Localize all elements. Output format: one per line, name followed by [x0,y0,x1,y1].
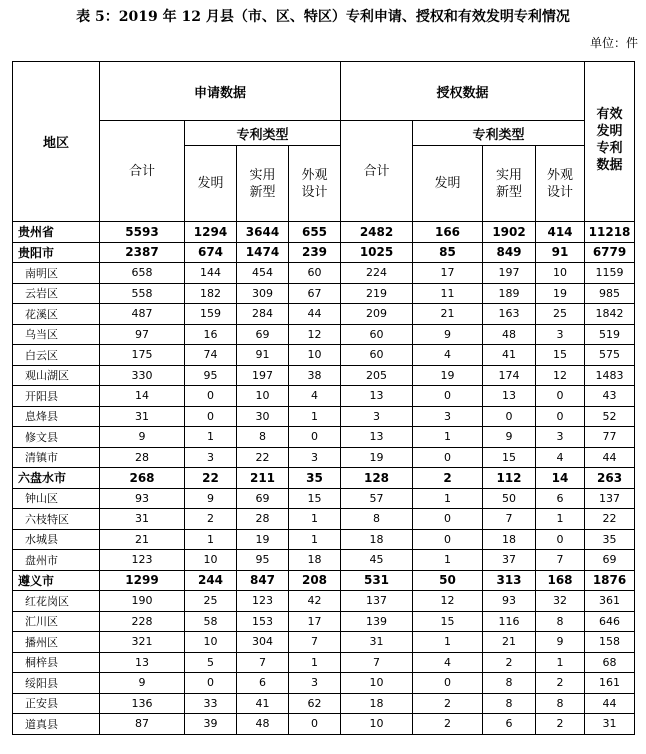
value-cell: 14 [100,386,185,407]
region-name-cell: 盘州市 [13,550,100,571]
value-cell: 8 [536,611,585,632]
value-cell: 31 [585,714,635,735]
value-cell: 1 [413,488,483,509]
value-cell: 12 [536,365,585,386]
value-cell: 224 [341,263,413,284]
value-cell: 558 [100,283,185,304]
value-cell: 21 [413,304,483,325]
header-grant-design-label: 外观设计 [547,167,574,200]
value-cell: 62 [289,693,341,714]
value-cell: 43 [585,386,635,407]
value-cell: 0 [185,673,237,694]
value-cell: 91 [536,242,585,263]
value-cell: 1294 [185,222,237,243]
value-cell: 4 [289,386,341,407]
table-row [13,714,635,735]
value-cell: 69 [237,488,289,509]
value-cell: 168 [536,570,585,591]
value-cell: 11 [413,283,483,304]
value-cell: 97 [100,324,185,345]
value-cell: 6779 [585,242,635,263]
value-cell: 228 [100,611,185,632]
region-name-cell: 正安县 [13,693,100,714]
value-cell: 7 [483,509,536,530]
region-name-cell: 红花岗区 [13,591,100,612]
table-row [13,345,635,366]
header-app-design [289,146,341,222]
value-cell: 12 [413,591,483,612]
header-grant-invention: 发明 [413,146,483,222]
region-name-cell: 修文县 [13,427,100,448]
value-cell: 19 [536,283,585,304]
value-cell: 361 [585,591,635,612]
value-cell: 2 [413,714,483,735]
table-row [13,611,635,632]
value-cell: 2482 [341,222,413,243]
value-cell: 74 [185,345,237,366]
value-cell: 44 [585,447,635,468]
value-cell: 646 [585,611,635,632]
value-cell: 128 [341,468,413,489]
table-row [13,652,635,673]
region-name-cell: 贵州省 [13,222,100,243]
value-cell: 219 [341,283,413,304]
value-cell: 8 [536,693,585,714]
value-cell: 67 [289,283,341,304]
value-cell: 0 [289,427,341,448]
value-cell: 575 [585,345,635,366]
table-row [13,263,635,284]
value-cell: 211 [237,468,289,489]
region-name-cell: 播州区 [13,632,100,653]
value-cell: 190 [100,591,185,612]
value-cell: 7 [289,632,341,653]
value-cell: 7 [237,652,289,673]
value-cell: 45 [341,550,413,571]
value-cell: 44 [289,304,341,325]
value-cell: 175 [100,345,185,366]
header-app-design-label: 外观设计 [301,167,328,200]
region-name-cell: 汇川区 [13,611,100,632]
value-cell: 0 [536,406,585,427]
value-cell: 21 [100,529,185,550]
table-row-region-total [13,570,635,591]
table-row [13,693,635,714]
value-cell: 1 [536,509,585,530]
value-cell: 208 [289,570,341,591]
value-cell: 60 [341,324,413,345]
value-cell: 2387 [100,242,185,263]
value-cell: 25 [536,304,585,325]
value-cell: 139 [341,611,413,632]
value-cell: 123 [100,550,185,571]
value-cell: 0 [536,529,585,550]
region-name-cell: 清镇市 [13,447,100,468]
header-app-invention: 发明 [185,146,237,222]
value-cell: 13 [483,386,536,407]
table-row [13,550,635,571]
value-cell: 136 [100,693,185,714]
value-cell: 2 [413,468,483,489]
value-cell: 21 [483,632,536,653]
value-cell: 31 [100,406,185,427]
value-cell: 4 [536,447,585,468]
value-cell: 4 [413,652,483,673]
region-name-cell: 开阳县 [13,386,100,407]
value-cell: 163 [483,304,536,325]
value-cell: 1 [289,652,341,673]
value-cell: 205 [341,365,413,386]
value-cell: 0 [413,447,483,468]
value-cell: 18 [289,550,341,571]
value-cell: 14 [536,468,585,489]
value-cell: 8 [341,509,413,530]
table-row [13,386,635,407]
value-cell: 42 [289,591,341,612]
value-cell: 304 [237,632,289,653]
value-cell: 91 [237,345,289,366]
region-name-cell: 钟山区 [13,488,100,509]
value-cell: 674 [185,242,237,263]
value-cell: 1 [289,509,341,530]
value-cell: 15 [483,447,536,468]
value-cell: 50 [483,488,536,509]
value-cell: 68 [585,652,635,673]
value-cell: 9 [100,427,185,448]
table-row [13,447,635,468]
header-valid-invention-label: 有效发明专利数据 [596,107,623,173]
value-cell: 268 [100,468,185,489]
value-cell: 1483 [585,365,635,386]
value-cell: 8 [483,693,536,714]
region-name-cell: 花溪区 [13,304,100,325]
value-cell: 95 [237,550,289,571]
unit-label: 单位：件 [589,36,638,50]
table-row [13,632,635,653]
value-cell: 313 [483,570,536,591]
value-cell: 0 [536,386,585,407]
value-cell: 2 [483,652,536,673]
header-app-patent-type: 专利类型 [185,121,341,146]
table-row [13,509,635,530]
value-cell: 9 [185,488,237,509]
value-cell: 17 [413,263,483,284]
value-cell: 3644 [237,222,289,243]
value-cell: 28 [100,447,185,468]
region-name-cell: 云岩区 [13,283,100,304]
header-app-total: 合计 [100,121,185,222]
value-cell: 95 [185,365,237,386]
value-cell: 1 [289,529,341,550]
value-cell: 244 [185,570,237,591]
value-cell: 58 [185,611,237,632]
value-cell: 0 [185,386,237,407]
value-cell: 531 [341,570,413,591]
value-cell: 10 [536,263,585,284]
value-cell: 112 [483,468,536,489]
value-cell: 309 [237,283,289,304]
value-cell: 1 [413,427,483,448]
value-cell: 284 [237,304,289,325]
value-cell: 174 [483,365,536,386]
value-cell: 3 [536,324,585,345]
region-name-cell: 南明区 [13,263,100,284]
value-cell: 93 [483,591,536,612]
value-cell: 17 [289,611,341,632]
value-cell: 19 [237,529,289,550]
region-name-cell: 白云区 [13,345,100,366]
header-app-utility-label: 实用新型 [249,167,276,200]
value-cell: 18 [483,529,536,550]
header-region: 地区 [13,62,100,222]
value-cell: 9 [100,673,185,694]
value-cell: 28 [237,509,289,530]
value-cell: 1299 [100,570,185,591]
value-cell: 159 [185,304,237,325]
value-cell: 414 [536,222,585,243]
value-cell: 22 [185,468,237,489]
value-cell: 52 [585,406,635,427]
value-cell: 1025 [341,242,413,263]
value-cell: 1 [413,550,483,571]
value-cell: 10 [341,673,413,694]
region-name-cell: 乌当区 [13,324,100,345]
table-row [13,365,635,386]
value-cell: 116 [483,611,536,632]
value-cell: 847 [237,570,289,591]
region-name-cell: 息烽县 [13,406,100,427]
value-cell: 1 [185,427,237,448]
value-cell: 849 [483,242,536,263]
value-cell: 69 [585,550,635,571]
value-cell: 39 [185,714,237,735]
value-cell: 4 [413,345,483,366]
value-cell: 11218 [585,222,635,243]
value-cell: 15 [536,345,585,366]
value-cell: 10 [341,714,413,735]
value-cell: 15 [289,488,341,509]
value-cell: 19 [341,447,413,468]
region-name-cell: 贵阳市 [13,242,100,263]
value-cell: 3 [536,427,585,448]
table-row [13,304,635,325]
value-cell: 487 [100,304,185,325]
value-cell: 321 [100,632,185,653]
value-cell: 0 [413,509,483,530]
value-cell: 48 [483,324,536,345]
header-grant-utility [483,146,536,222]
value-cell: 197 [237,365,289,386]
value-cell: 3 [289,673,341,694]
value-cell: 1902 [483,222,536,243]
value-cell: 8 [237,427,289,448]
value-cell: 123 [237,591,289,612]
header-grant-data: 授权数据 [341,62,585,121]
table-row [13,324,635,345]
table-body [13,222,635,735]
value-cell: 1474 [237,242,289,263]
value-cell: 60 [289,263,341,284]
value-cell: 48 [237,714,289,735]
value-cell: 22 [585,509,635,530]
value-cell: 93 [100,488,185,509]
value-cell: 209 [341,304,413,325]
table-row [13,427,635,448]
value-cell: 3 [289,447,341,468]
header-valid-invention [585,62,635,222]
header-application-data: 申请数据 [100,62,341,121]
value-cell: 18 [341,529,413,550]
value-cell: 50 [413,570,483,591]
region-name-cell: 绥阳县 [13,673,100,694]
table-row-region-total [13,222,635,243]
value-cell: 10 [289,345,341,366]
table-row-region-total [13,468,635,489]
value-cell: 0 [483,406,536,427]
value-cell: 16 [185,324,237,345]
value-cell: 658 [100,263,185,284]
table-header [13,62,635,222]
value-cell: 0 [289,714,341,735]
region-name-cell: 遵义市 [13,570,100,591]
table-row-region-total [13,242,635,263]
value-cell: 263 [585,468,635,489]
value-cell: 161 [585,673,635,694]
value-cell: 985 [585,283,635,304]
table-row [13,673,635,694]
value-cell: 7 [341,652,413,673]
value-cell: 1159 [585,263,635,284]
value-cell: 10 [185,632,237,653]
value-cell: 1 [536,652,585,673]
value-cell: 37 [483,550,536,571]
value-cell: 10 [185,550,237,571]
value-cell: 38 [289,365,341,386]
value-cell: 2 [185,509,237,530]
value-cell: 30 [237,406,289,427]
value-cell: 85 [413,242,483,263]
value-cell: 31 [100,509,185,530]
value-cell: 12 [289,324,341,345]
value-cell: 2 [536,673,585,694]
value-cell: 6 [483,714,536,735]
value-cell: 33 [185,693,237,714]
value-cell: 137 [585,488,635,509]
value-cell: 153 [237,611,289,632]
value-cell: 182 [185,283,237,304]
value-cell: 10 [237,386,289,407]
value-cell: 1842 [585,304,635,325]
value-cell: 239 [289,242,341,263]
value-cell: 60 [341,345,413,366]
value-cell: 655 [289,222,341,243]
table-title: 表 5：2019 年 12 月县（市、区、特区）专利申请、授权和有效发明专利情况 [76,9,570,25]
value-cell: 197 [483,263,536,284]
value-cell: 0 [413,529,483,550]
table-row [13,529,635,550]
value-cell: 87 [100,714,185,735]
header-app-utility [237,146,289,222]
value-cell: 6 [536,488,585,509]
value-cell: 189 [483,283,536,304]
value-cell: 3 [413,406,483,427]
header-grant-design [536,146,585,222]
value-cell: 519 [585,324,635,345]
value-cell: 1876 [585,570,635,591]
value-cell: 9 [413,324,483,345]
region-name-cell: 观山湖区 [13,365,100,386]
value-cell: 0 [413,673,483,694]
value-cell: 57 [341,488,413,509]
value-cell: 22 [237,447,289,468]
value-cell: 15 [413,611,483,632]
region-name-cell: 六盘水市 [13,468,100,489]
value-cell: 330 [100,365,185,386]
table-row [13,283,635,304]
value-cell: 0 [185,406,237,427]
value-cell: 2 [536,714,585,735]
region-name-cell: 道真县 [13,714,100,735]
value-cell: 35 [289,468,341,489]
value-cell: 3 [341,406,413,427]
value-cell: 454 [237,263,289,284]
value-cell: 3 [185,447,237,468]
value-cell: 41 [483,345,536,366]
value-cell: 18 [341,693,413,714]
value-cell: 1 [413,632,483,653]
header-grant-total: 合计 [341,121,413,222]
value-cell: 9 [536,632,585,653]
value-cell: 5593 [100,222,185,243]
value-cell: 13 [100,652,185,673]
value-cell: 1 [289,406,341,427]
value-cell: 158 [585,632,635,653]
value-cell: 13 [341,427,413,448]
table-row [13,591,635,612]
value-cell: 69 [237,324,289,345]
value-cell: 25 [185,591,237,612]
value-cell: 44 [585,693,635,714]
value-cell: 7 [536,550,585,571]
value-cell: 5 [185,652,237,673]
value-cell: 6 [237,673,289,694]
value-cell: 8 [483,673,536,694]
value-cell: 19 [413,365,483,386]
value-cell: 32 [536,591,585,612]
value-cell: 0 [413,386,483,407]
value-cell: 2 [413,693,483,714]
region-name-cell: 桐梓县 [13,652,100,673]
value-cell: 1 [185,529,237,550]
value-cell: 41 [237,693,289,714]
region-name-cell: 水城县 [13,529,100,550]
value-cell: 13 [341,386,413,407]
value-cell: 77 [585,427,635,448]
table-row [13,488,635,509]
value-cell: 166 [413,222,483,243]
value-cell: 9 [483,427,536,448]
value-cell: 144 [185,263,237,284]
header-grant-patent-type: 专利类型 [413,121,585,146]
header-grant-utility-label: 实用新型 [496,167,523,200]
value-cell: 35 [585,529,635,550]
region-name-cell: 六枝特区 [13,509,100,530]
value-cell: 31 [341,632,413,653]
patent-table [12,61,635,735]
value-cell: 137 [341,591,413,612]
table-row [13,406,635,427]
